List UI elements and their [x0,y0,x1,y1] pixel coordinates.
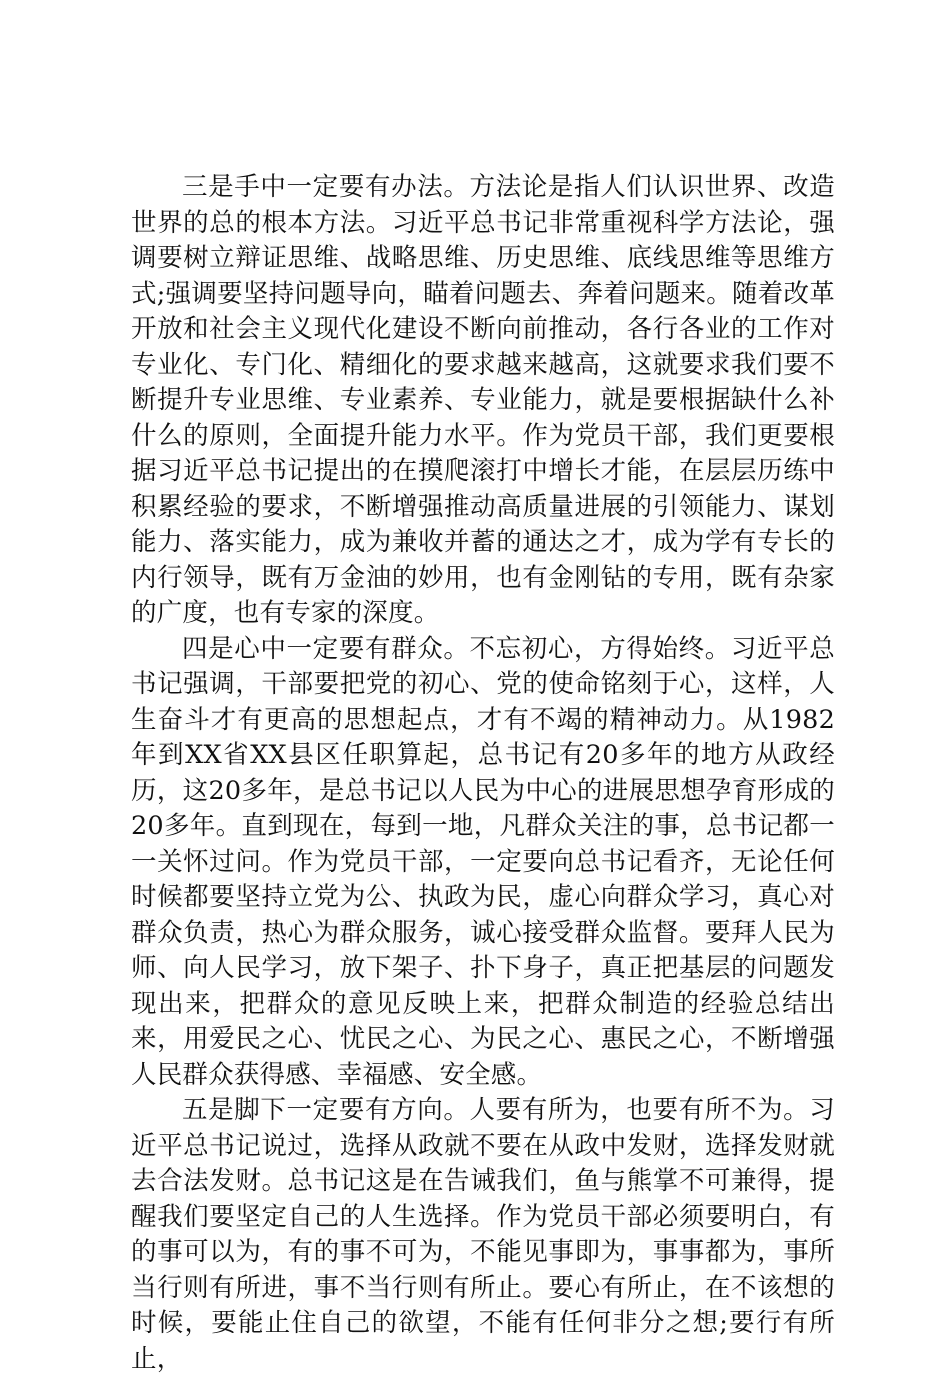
paragraph-direction: 五是脚下一定要有方向。人要有所为，也要有所不为。习近平总书记说过，选择从政就不要在从政中发财，选择发财就去合法发财。总书记这是在告诫我们，鱼与熊掌不可兼得，提醒我们要坚定自己的人生选择。作为党员干部必须要明白，有的事可以为，有的事不可为，不能见事即为，事事都为，事所当行则有所进，事不当行则有所止。要心有所止，在不该想的时候，要能止住自己的欲望，不能有任何非分之想;要行有所止， [131,1095,835,1374]
paragraph-method: 三是手中一定要有办法。方法论是指人们认识世界、改造世界的总的根本方法。习近平总书记非常重视科学方法论，强调要树立辩证思维、战略思维、历史思维、底线思维等思维方式;强调要坚持问题导向，瞄着问题去、奔着问题来。随着改革开放和社会主义现代化建设不断向前推动，各行各业的工作对专业化、专门化、精细化的要求越来越高，这就要求我们要不断提升专业思维、专业素养、专业能力，就是要根据缺什么补什么的原则，全面提升能力水平。作为党员干部，我们更要根据习近平总书记提出的在摸爬滚打中增长才能，在层层历练中积累经验的要求，不断增强推动高质量进展的引领能力、谋划能力、落实能力，成为兼收并蓄的通达之才，成为学有专长的内行领导，既有万金油的妙用，也有金刚钻的专用，既有杂家的广度，也有专家的深度。 [131,172,835,628]
document-body [131,170,835,1377]
paragraph-masses: 四是心中一定要有群众。不忘初心，方得始终。习近平总书记强调，干部要把党的初心、党的使命铭刻于心，这样，人生奋斗才有更高的思想起点，才有不竭的精神动力。从1982年到XX省XX县区任职算起，总书记有20多年的地方从政经历，这20多年，是总书记以人民为中心的进展思想孕育形成的20多年。直到现在，每到一地，凡群众关注的事，总书记都一一关怀过问。作为党员干部，一定要向总书记看齐，无论任何时候都要坚持立党为公、执政为民，虚心向群众学习，真心对群众负责，热心为群众服务，诚心接受群众监督。要拜人民为师、向人民学习，放下架子、扑下身子，真正把基层的问题发现出来，把群众的意见反映上来，把群众制造的经验总结出来，用爱民之心、忧民之心、为民之心、惠民之心，不断增强人民群众获得感、幸福感、安全感。 [131,633,835,1090]
